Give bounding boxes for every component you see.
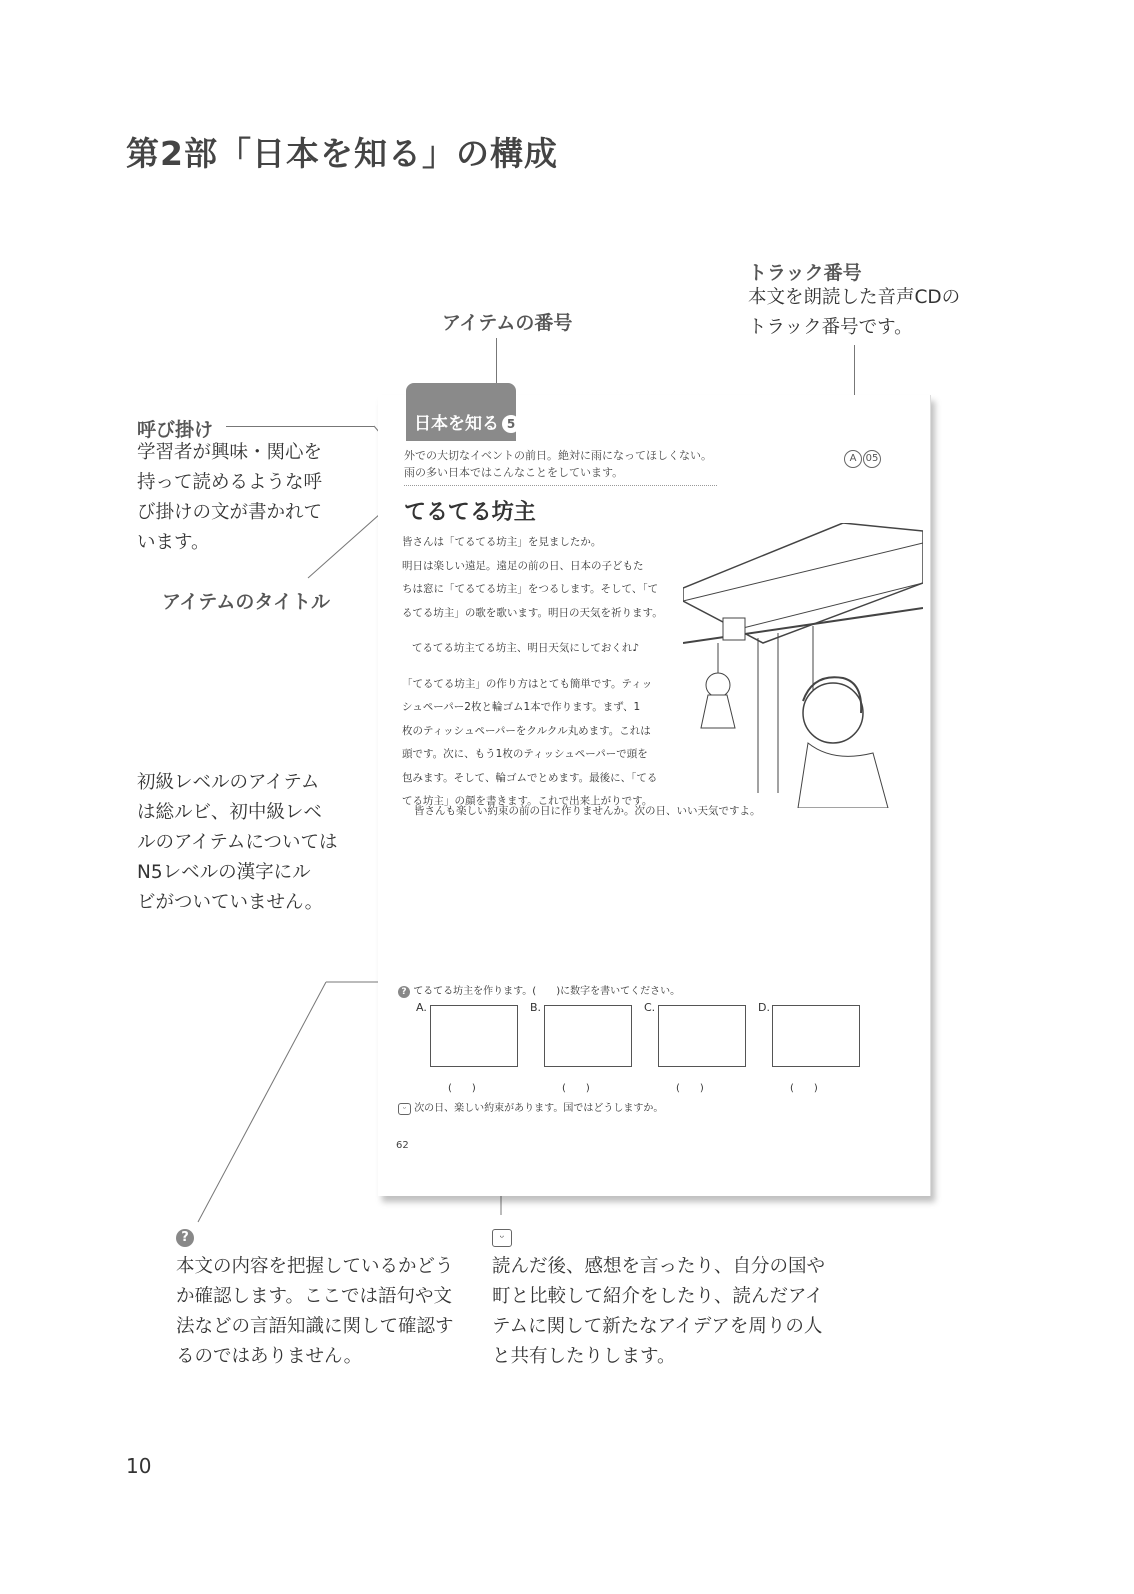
question-desc: 本文の内容を把握しているかどう か確認します。ここでは語句や文 法などの言語知識に関して確認す るのではありません。	[176, 1256, 454, 1367]
pic-box-b	[544, 1005, 632, 1067]
call-text: 外での大切なイベントの前日。絶対に雨になってほしくない。 雨の多い日本ではこんなことをしています。	[404, 447, 717, 486]
body-text: 皆さんは「てるてる坊主」を見ましたか。 明日は楽しい遠足。遠足の前の日、日本の子どもた ちは窓に「てるてる坊主」をつるします。そして、「て るてる坊主」の歌を歌います。明日の天気を祈ります。 てるてる坊主てる坊主、明日天気にしておくれ♪ 「てるてる坊主」の作り方はとても簡単です。ティッ シュペーパー2枚と輪ゴム1本で作ります。まず、1 枚のティッシュペーパーをクルクル丸めます。これは 頭です。次に、もう1枚のティッシュペーパーで頭を 包みます。そして、輪ゴムでとめます。最後に、「てる てる坊主」の顔を書きます。これで出来上がりです。	[402, 536, 663, 807]
item-tab	[406, 383, 516, 441]
face-desc: 読んだ後、感想を言ったり、自分の国や 町と比較して紹介をしたり、読んだアイ テムに関して新たなアイデアを周りの人 と共有したりします。	[492, 1256, 826, 1367]
answer-blank-b: ( )	[562, 1083, 590, 1094]
question-icon-large: ?	[176, 1226, 194, 1247]
closing-text: 皆さんも楽しい約束の前の日に作りませんか。次の日、いい天気ですよ。	[414, 805, 761, 817]
call-heading: 呼び掛け	[137, 419, 214, 441]
face-icon-large: ᵕ	[492, 1226, 512, 1247]
track-number-desc: 本文を朗読した音声CDの トラック番号です。	[748, 287, 961, 338]
pic-label-b: B.	[530, 1001, 542, 1014]
pic-box-a	[430, 1005, 518, 1067]
pic-label-d: D.	[758, 1001, 770, 1014]
track-badge: A 05	[844, 450, 882, 468]
answer-blank-a: ( )	[448, 1083, 476, 1094]
question-icon: ?	[398, 986, 410, 998]
sample-page	[378, 395, 931, 1196]
track-number-heading: トラック番号	[748, 262, 862, 284]
pic-label-a: A.	[416, 1001, 427, 1014]
question-text: てるてる坊主を作ります。( )に数字を書いてください。	[413, 986, 681, 997]
face-icon: ᵕ	[398, 1103, 411, 1115]
pic-box-c	[658, 1005, 746, 1067]
page-number: 10	[126, 1454, 152, 1478]
prompt-line	[398, 1099, 663, 1115]
pic-box-d	[772, 1005, 860, 1067]
item-title: てるてる坊主	[404, 500, 536, 525]
item-number-badge: 5	[502, 415, 520, 433]
page-title: 第2部「日本を知る」の構成	[126, 134, 558, 173]
pic-label-c: C.	[644, 1001, 656, 1014]
answer-blank-d: ( )	[790, 1083, 818, 1094]
ruby-note: 初級レベルのアイテム は総ルビ、初中級レベ ルのアイテムについては N5レベルの漢字にル ビがついていません。	[137, 772, 338, 913]
item-number-label: アイテムの番号	[442, 312, 573, 334]
call-desc: 学習者が興味・関心を 持って読めるような呼 び掛けの文が書かれて います。	[137, 442, 323, 553]
tab-label: 日本を知る	[414, 414, 499, 434]
question-line	[398, 982, 680, 998]
illustration-window-child	[683, 523, 923, 808]
sample-page-number: 62	[396, 1140, 409, 1151]
answer-blank-c: ( )	[676, 1083, 704, 1094]
item-title-label: アイテムのタイトル	[162, 591, 330, 613]
prompt-text: 次の日、楽しい約束があります。国ではどうしますか。	[414, 1103, 664, 1114]
